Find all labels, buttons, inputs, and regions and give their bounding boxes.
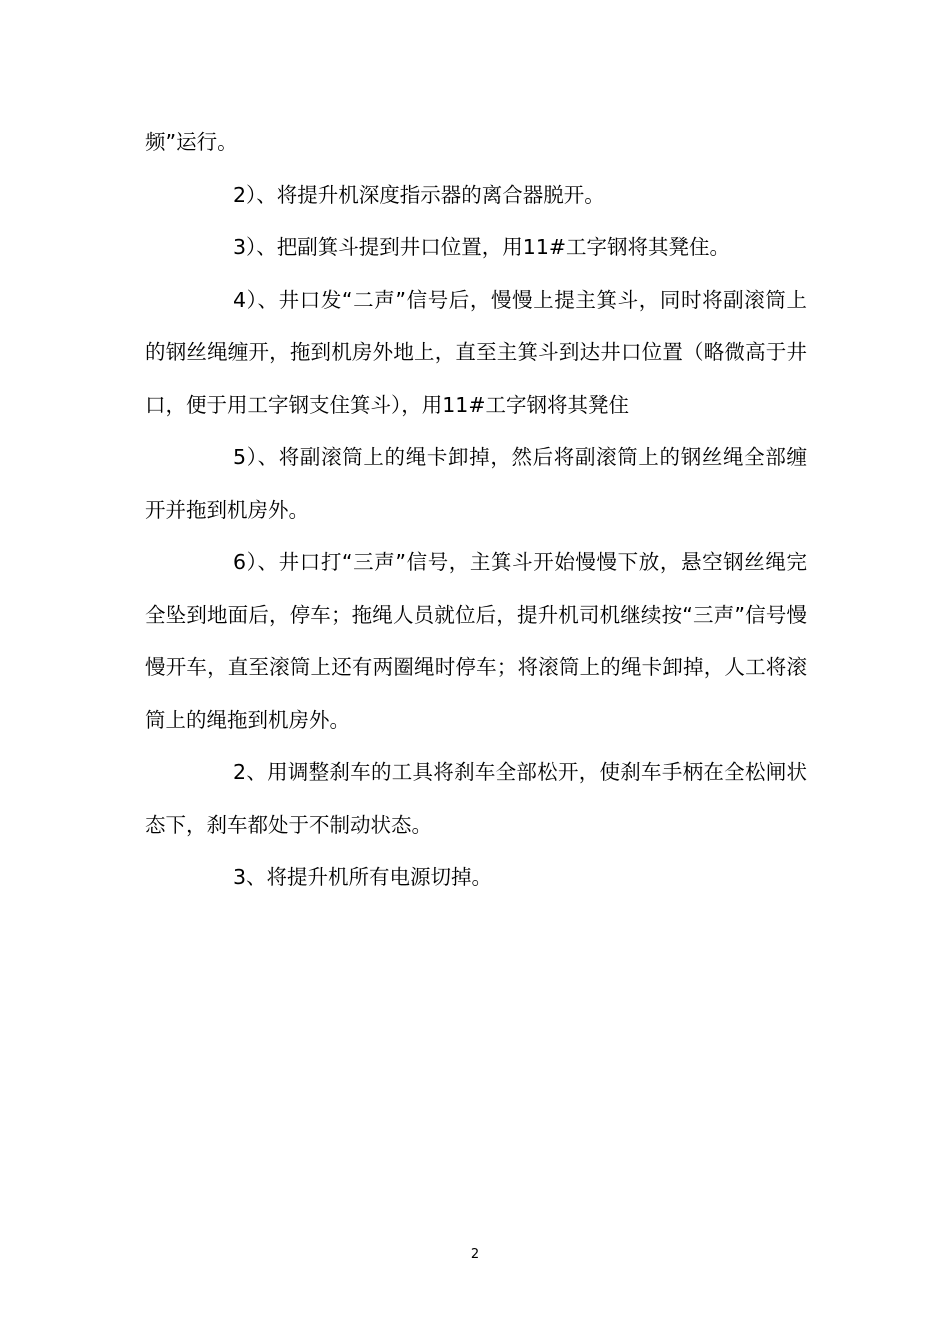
paragraph-step-6: 6）、井口打“三声”信号，主箕斗开始慢慢下放，悬空钢丝绳完全坠到地面后，停车；拖绳人员就位后，提升机司机继续按“三声”信号慢慢开车，直至滚筒上还有两圈绳时停车；将滚筒上的绳卡卸掉，人工将滚筒上的绳拖到机房外。	[145, 550, 807, 732]
paragraph-step-2: 2）、将提升机深度指示器的离合器脱开。	[233, 182, 605, 207]
paragraph-item-3: 3、将提升机所有电源切掉。	[233, 865, 493, 889]
document-body	[145, 116, 807, 904]
page-number: 2	[470, 1247, 480, 1262]
paragraph-step-4: 4）、井口发“二声”信号后，慢慢上提主箕斗，同时将副滚筒上的钢丝绳缠开，拖到机房外地上，直至主箕斗到达井口位置（略微高于井口，便于用工字钢支住箕斗），用11#工字钢将其凳住	[145, 287, 807, 417]
paragraph-step-5: 5）、将副滚筒上的绳卡卸掉，然后将副滚筒上的钢丝绳全部缠开并拖到机房外。	[145, 445, 807, 522]
paragraph-item-2: 2、用调整刹车的工具将刹车全部松开，使刹车手柄在全松闸状态下，刹车都处于不制动状态。	[145, 760, 807, 837]
paragraph-continuation: 频”运行。	[145, 130, 238, 154]
paragraph-step-3: 3）、把副箕斗提到井口位置，用11#工字钢将其凳住。	[233, 235, 731, 259]
